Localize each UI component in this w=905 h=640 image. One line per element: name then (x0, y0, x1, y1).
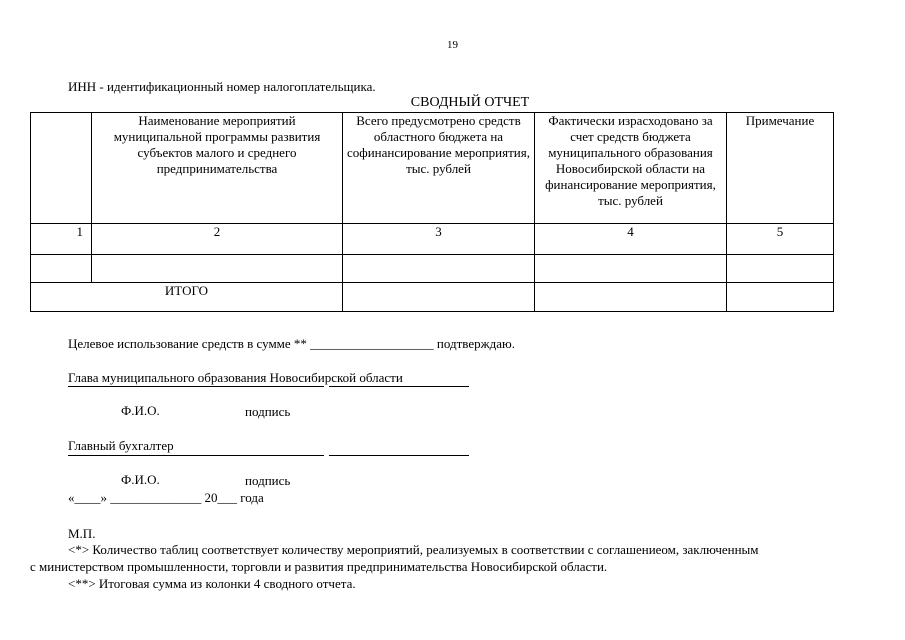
fio-line (68, 455, 324, 456)
header-cell-number (31, 113, 92, 224)
column-number: 5 (727, 224, 834, 255)
empty-cell (343, 283, 535, 312)
empty-cell (31, 255, 92, 283)
empty-cell (535, 255, 727, 283)
confirmation-text: Целевое использование средств в сумме ** ___________________ подтверждаю. (68, 336, 515, 351)
footnote-1: <*> Количество таблиц соответствует количеству мероприятий, реализуемых в соответствии с соглашениеом, заключенным (68, 542, 759, 557)
footnote-2: <**> Итоговая сумма из колонки 4 сводного отчета. (68, 576, 356, 591)
page-number: 19 (447, 39, 458, 51)
header-cell-name: Наименование мероприятий муниципальной программы развития субъектов малого и среднего предпринимательства (92, 113, 343, 224)
total-row (31, 283, 834, 312)
signature-caption: подпись (245, 473, 291, 488)
signature-caption: подпись (245, 404, 291, 419)
table-header-row (31, 113, 834, 224)
empty-cell (727, 283, 834, 312)
total-label: ИТОГО (31, 283, 343, 312)
summary-report-table (30, 112, 834, 312)
header-cell-note: Примечание (727, 113, 834, 224)
footnote-1-continued: с министерством промышленности, торговли и развития предпринимательства Новосибирской области. (30, 559, 608, 574)
table-row (31, 255, 834, 283)
signature-line (329, 455, 469, 456)
column-number: 4 (535, 224, 727, 255)
signature-line (329, 386, 469, 387)
empty-cell (343, 255, 535, 283)
accountant-label: Главный бухгалтер (68, 438, 174, 453)
header-cell-actual: Фактически израсходовано за счет средств бюджета муниципального образования Новосибирской области на финансирование мероприятия, тыс. рублей (535, 113, 727, 224)
fio-caption: Ф.И.О. (121, 403, 160, 418)
fio-caption: Ф.И.О. (121, 472, 160, 487)
column-number: 3 (343, 224, 535, 255)
column-number: 1 (31, 224, 92, 255)
date-line: «____» ______________ 20___ года (68, 490, 264, 505)
column-number-row (31, 224, 834, 255)
column-number: 2 (92, 224, 343, 255)
empty-cell (92, 255, 343, 283)
head-label: Глава муниципального образования Новосибирской области (68, 370, 403, 385)
empty-cell (535, 283, 727, 312)
header-cell-planned: Всего предусмотрено средств областного бюджета на софинансирование мероприятия, тыс. рублей (343, 113, 535, 224)
fio-line (68, 386, 324, 387)
report-title: СВОДНЫЙ ОТЧЕТ (410, 95, 530, 110)
empty-cell (727, 255, 834, 283)
stamp-label: М.П. (68, 526, 96, 541)
inn-note: ИНН - идентификационный номер налогоплательщика. (68, 79, 376, 94)
